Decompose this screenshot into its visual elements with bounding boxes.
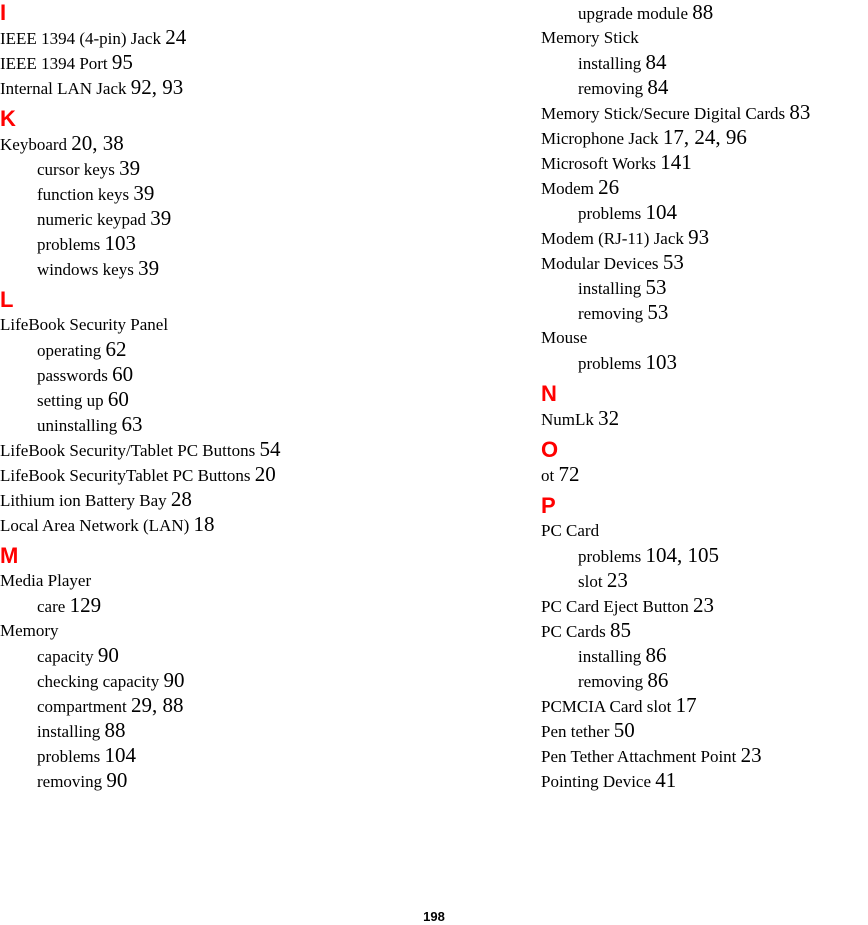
index-term: operating [37,341,102,360]
index-term: care [37,597,66,616]
index-term: Modem [541,179,594,198]
index-page-refs: 18 [193,512,215,536]
index-page-refs: 28 [170,487,192,511]
index-page-refs: 88 [692,0,714,24]
index-subentry [541,275,868,300]
index-term: installing [578,647,642,666]
index-entry [541,250,868,275]
index-page-refs: 90 [163,668,185,692]
index-page-refs: 85 [609,618,631,642]
index-page-refs: 60 [107,387,129,411]
index-term: removing [578,672,644,691]
index-entry [0,568,530,593]
index-page-refs: 84 [647,75,669,99]
index-entry [541,150,868,175]
index-page-refs: 53 [647,300,669,324]
index-term: passwords [37,366,108,385]
index-page-refs: 93 [688,225,710,249]
index-page-refs: 141 [660,150,692,174]
index-term: PC Card Eject Button [541,597,689,616]
section-letter-heading: O [541,437,559,462]
index-page-refs: 104 [104,743,137,767]
index-term: NumLk [541,410,594,429]
index-entry [0,25,530,50]
index-term: Lithium ion Battery Bay [0,491,167,510]
index-page-refs: 54 [259,437,281,461]
index-entry [541,462,868,487]
index-term: uninstalling [37,416,118,435]
index-page-refs: 50 [613,718,635,742]
index-page-refs: 32 [598,406,620,430]
index-subentry [0,743,530,768]
index-page-refs: 39 [150,206,172,230]
index-page-refs: 62 [105,337,127,361]
index-term: Memory [0,621,59,640]
index-page-refs: 39 [138,256,160,280]
index-subentry [541,543,868,568]
index-subentry [541,75,868,100]
index-term: cursor keys [37,160,115,179]
index-page-refs: 29, 88 [130,693,184,717]
index-subentry [0,256,530,281]
index-entry [541,518,868,543]
index-entry [0,487,530,512]
index-term: LifeBook Security Panel [0,315,169,334]
index-subentry [541,668,868,693]
index-entry [541,406,868,431]
index-page-refs: 26 [598,175,620,199]
index-term: PC Card [541,521,600,540]
index-subentry [541,0,868,25]
index-page-refs: 20, 38 [71,131,124,155]
index-page-refs: 95 [111,50,133,74]
index-term: checking capacity [37,672,160,691]
section-letter-heading: K [0,106,16,131]
index-subentry [541,350,868,375]
index-entry [541,100,868,125]
page-number: 198 [423,909,445,924]
index-page-refs: 88 [104,718,126,742]
index-page-refs: 24 [165,25,187,49]
index-term: removing [37,772,103,791]
index-entry [0,131,530,156]
index-entry [0,618,530,643]
index-subentry [0,412,530,437]
index-term: installing [578,279,642,298]
index-page-refs: 90 [97,643,119,667]
index-page-refs: 83 [789,100,811,124]
index-subentry [541,300,868,325]
section-letter-heading: M [0,543,19,568]
index-term: LifeBook SecurityTablet PC Buttons [0,466,251,485]
index-subentry [0,768,530,793]
index-entry [541,325,868,350]
section-letter-heading: L [0,287,14,312]
section-letter-heading: I [0,0,7,25]
section-letter-heading: N [541,381,557,406]
index-term: problems [578,204,642,223]
index-term: Mouse [541,328,588,347]
index-page-refs: 92, 93 [130,75,184,99]
index-subentry [541,50,868,75]
index-term: Media Player [0,571,92,590]
index-term: Modular Devices [541,254,659,273]
index-term: removing [578,79,644,98]
index-subentry [0,668,530,693]
index-term: Modem (RJ-11) Jack [541,229,684,248]
index-page-refs: 39 [119,156,141,180]
index-subentry [0,718,530,743]
index-page-refs: 17 [675,693,697,717]
index-term: PCMCIA Card slot [541,697,672,716]
index-term: Memory Stick [541,28,639,47]
index-entry [541,618,868,643]
index-term: compartment [37,697,127,716]
index-page-refs: 63 [121,412,143,436]
index-term: setting up [37,391,104,410]
index-subentry [541,643,868,668]
index-term: problems [578,354,642,373]
index-term: problems [37,747,101,766]
index-page-refs: 23 [693,593,715,617]
index-entry [541,125,868,150]
index-entry [541,25,868,50]
index-term: numeric keypad [37,210,147,229]
index-term: removing [578,304,644,323]
index-entry [0,462,530,487]
index-entry [0,50,530,75]
index-entry [0,437,530,462]
index-term: Pointing Device [541,772,652,791]
index-term: windows keys [37,260,134,279]
section-letter-heading: P [541,493,556,518]
index-entry [541,768,868,793]
index-page-refs: 17, 24, 96 [662,125,747,149]
index-term: IEEE 1394 (4-pin) Jack [0,29,161,48]
index-term: slot [578,572,603,591]
index-entry [541,225,868,250]
index-term: LifeBook Security/Tablet PC Buttons [0,441,256,460]
index-term: installing [37,722,101,741]
index-entry [0,75,530,100]
index-term: Microphone Jack [541,129,659,148]
index-page-refs: 90 [106,768,128,792]
index-subentry [541,568,868,593]
index-subentry [0,643,530,668]
index-subentry [541,200,868,225]
index-entry [0,312,530,337]
index-page-refs: 20 [254,462,276,486]
index-entry [541,593,868,618]
index-page-refs: 72 [558,462,580,486]
index-term: Microsoft Works [541,154,656,173]
index-subentry [0,693,530,718]
index-term: capacity [37,647,94,666]
index-page-refs: 39 [133,181,155,205]
index-page-refs: 86 [647,668,669,692]
index-term: IEEE 1394 Port [0,54,108,73]
index-term: Memory Stick/Secure Digital Cards [541,104,786,123]
index-subentry [0,387,530,412]
index-entry [541,175,868,200]
index-page-refs: 103 [645,350,678,374]
index-term: Pen tether [541,722,610,741]
index-page-refs: 104 [645,200,678,224]
index-page-refs: 53 [662,250,684,274]
index-page-refs: 23 [606,568,628,592]
index-term: ot [541,466,555,485]
index-term: Keyboard [0,135,68,154]
index-term: problems [578,547,642,566]
index-term: Pen Tether Attachment Point [541,747,737,766]
index-subentry [0,231,530,256]
index-page-refs: 84 [645,50,667,74]
index-page-refs: 53 [645,275,667,299]
index-subentry [0,181,530,206]
index-entry [0,512,530,537]
index-page-refs: 41 [655,768,677,792]
index-term: upgrade module [578,4,688,23]
index-term: installing [578,54,642,73]
index-column-right [541,0,868,793]
index-term: Local Area Network (LAN) [0,516,190,535]
index-page-refs: 104, 105 [645,543,720,567]
index-subentry [0,206,530,231]
index-page-refs: 103 [104,231,137,255]
index-entry [541,743,868,768]
index-subentry [0,337,530,362]
index-term: function keys [37,185,130,204]
index-subentry [0,156,530,181]
index-subentry [0,362,530,387]
index-term: problems [37,235,101,254]
index-page-refs: 23 [740,743,762,767]
index-page-refs: 60 [112,362,134,386]
index-entry [541,718,868,743]
index-subentry [0,593,530,618]
index-page-refs: 129 [69,593,102,617]
index-term: PC Cards [541,622,606,641]
index-term: Internal LAN Jack [0,79,127,98]
index-page-refs: 86 [645,643,667,667]
index-entry [541,693,868,718]
